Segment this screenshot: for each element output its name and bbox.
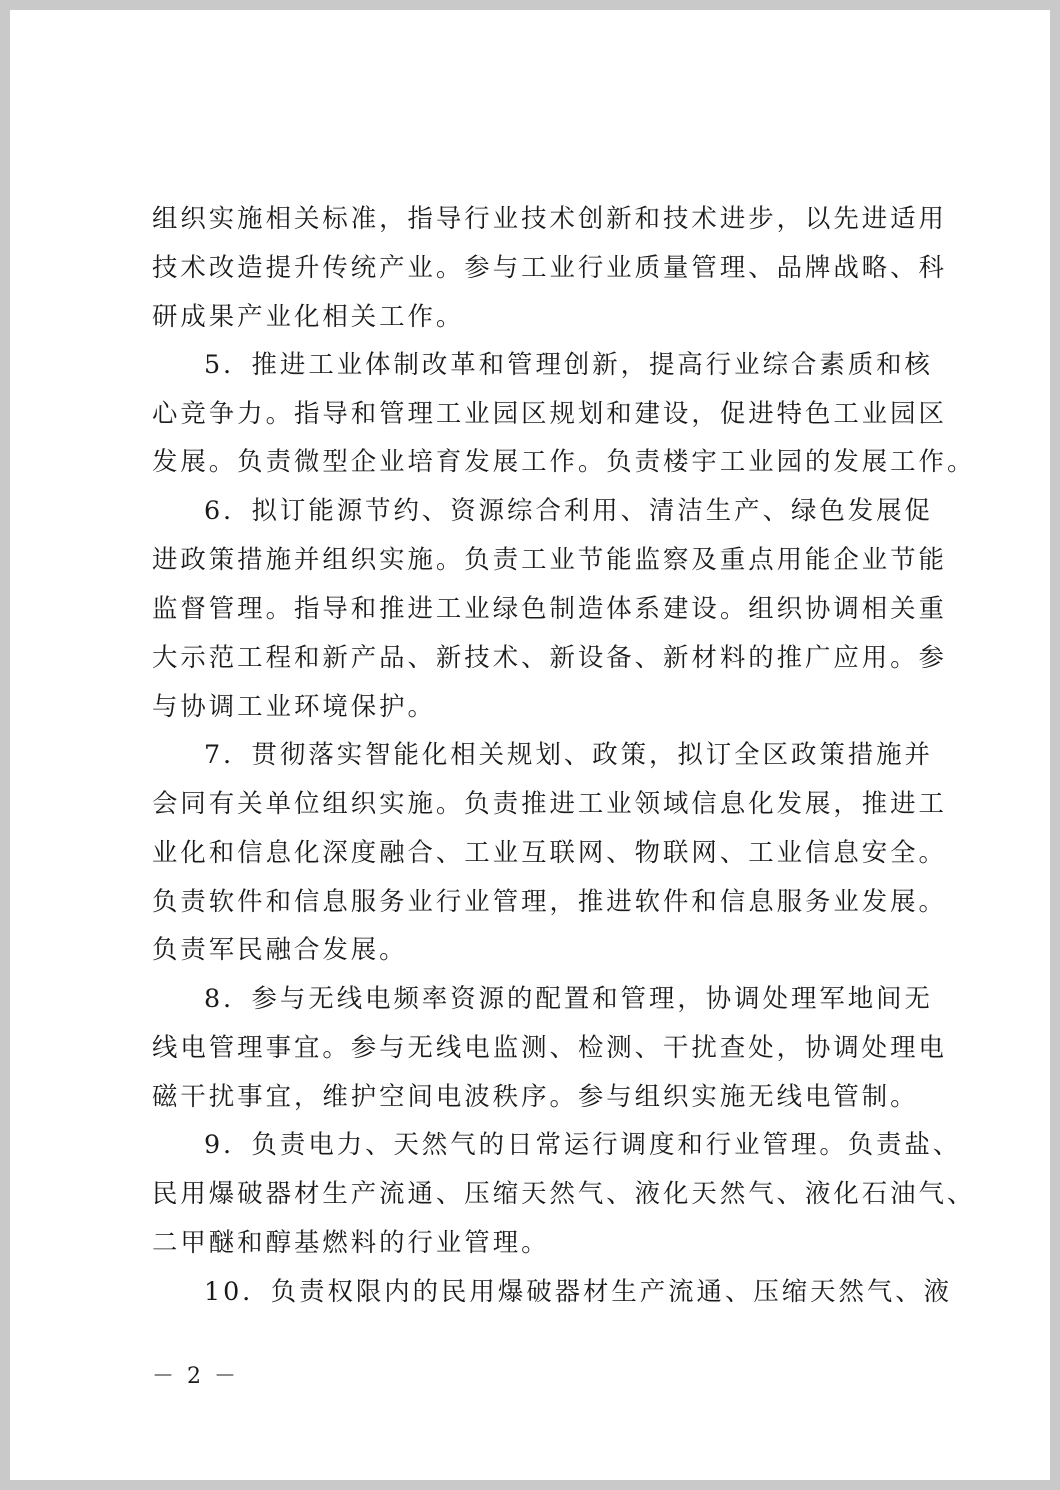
text-line: 负责军民融合发展。 xyxy=(152,934,408,964)
paragraph-5-first-line: 5．推进工业体制改革和管理创新，提高行业综合素质和核 xyxy=(204,349,933,379)
page-number: － 2 － xyxy=(152,1364,239,1389)
text-line: 业化和信息化深度融合、工业互联网、物联网、工业信息安全。 xyxy=(152,837,947,867)
text-line: 组织实施相关标准，指导行业技术创新和技术进步，以先进适用 xyxy=(152,203,947,233)
document-page xyxy=(10,10,1050,1480)
text-line: 民用爆破器材生产流通、压缩天然气、液化天然气、液化石油气、 xyxy=(152,1178,976,1208)
text-line: 心竞争力。指导和管理工业园区规划和建设，促进特色工业园区 xyxy=(152,398,947,428)
text-line: 线电管理事宜。参与无线电监测、检测、干扰查处，协调处理电 xyxy=(152,1032,947,1062)
text-line: 磁干扰事宜，维护空间电波秩序。参与组织实施无线电管制。 xyxy=(152,1081,919,1111)
text-line: 发展。负责微型企业培育发展工作。负责楼宇工业园的发展工作。 xyxy=(152,446,976,476)
text-line: 会同有关单位组织实施。负责推进工业领域信息化发展，推进工 xyxy=(152,788,947,818)
text-line: 大示范工程和新产品、新技术、新设备、新材料的推广应用。参 xyxy=(152,642,947,672)
paragraph-8-first-line: 8．参与无线电频率资源的配置和管理，协调处理军地间无 xyxy=(204,983,933,1013)
text-line: 负责软件和信息服务业行业管理，推进软件和信息服务业发展。 xyxy=(152,886,947,916)
paragraph-7-first-line: 7．贯彻落实智能化相关规划、政策，拟订全区政策措施并 xyxy=(204,739,933,769)
paragraph-9-first-line: 9．负责电力、天然气的日常运行调度和行业管理。负责盐、 xyxy=(204,1129,962,1159)
paragraph-6-first-line: 6．拟订能源节约、资源综合利用、清洁生产、绿色发展促 xyxy=(204,495,933,525)
text-line: 与协调工业环境保护。 xyxy=(152,691,436,721)
paragraph-10-first-line: 10．负责权限内的民用爆破器材生产流通、压缩天然气、液 xyxy=(204,1276,953,1306)
text-line: 监督管理。指导和推进工业绿色制造体系建设。组织协调相关重 xyxy=(152,593,947,623)
text-line: 进政策措施并组织实施。负责工业节能监察及重点用能企业节能 xyxy=(152,544,947,574)
text-line: 技术改造提升传统产业。参与工业行业质量管理、品牌战略、科 xyxy=(152,252,947,282)
text-line: 二甲醚和醇基燃料的行业管理。 xyxy=(152,1227,550,1257)
text-line: 研成果产业化相关工作。 xyxy=(152,301,465,331)
